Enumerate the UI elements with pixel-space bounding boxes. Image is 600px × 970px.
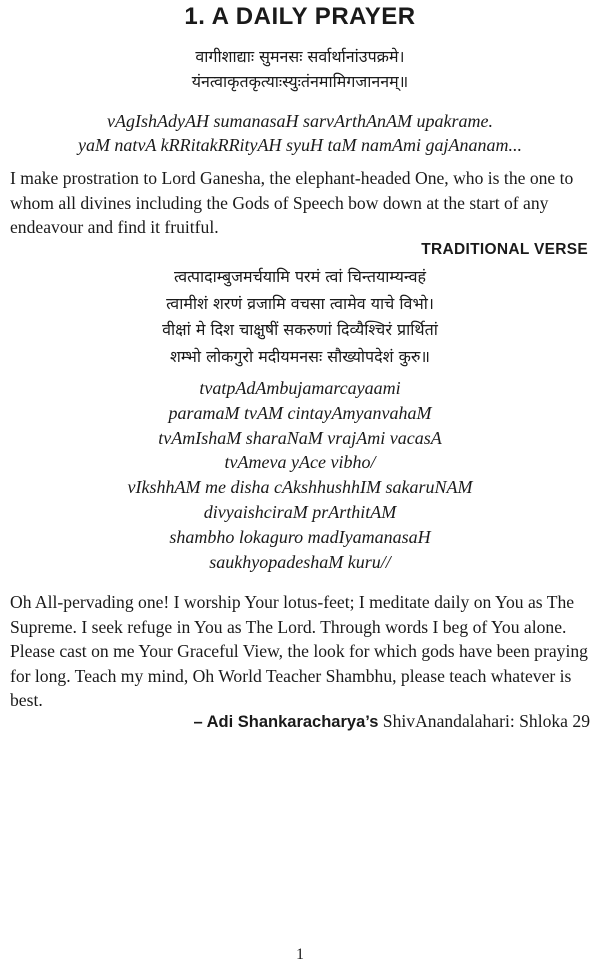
- verse2-sanskrit-line: शम्भो लोकगुरो मदीयमनसः सौख्योपदेशं कुरु॥: [169, 346, 431, 366]
- verse1-transliteration: [0, 109, 600, 157]
- verse2-translit-line: shambho lokaguro madIyamanasaH: [169, 526, 431, 547]
- verse2-translation: Oh All-pervading one! I worship Your lotus-feet; I meditate daily on You as The Supreme. I seek refuge in You as The Lord. Through words I beg of You alone. Please cast on me Your Graceful View, the look for which gods have been praying for long. Teach my mind, Oh World Teacher Shambhu, please teach whatever is best.: [10, 592, 588, 710]
- page-number: 1: [296, 946, 304, 963]
- verse2-translit-line: tvAmeva yAce vibho/: [224, 452, 376, 473]
- verse1-translit-line: vAgIshAdyAH sumanasaH sarvArthAnAM upakrame.: [107, 111, 493, 131]
- verse2-translit-line: tvAmIshaM sharaNaM vrajAmi vacasA: [158, 427, 442, 448]
- verse2-translit-line: vIkshhAM me disha cAkshhushhIM sakaruNAM: [127, 477, 473, 498]
- verse2-translit-line: tvatpAdAmbujamarcayaami: [199, 378, 401, 398]
- page-title: 1. A DAILY PRAYER: [184, 3, 416, 30]
- verse2-sanskrit-line: त्वामीशं शरणं व्रजामि वचसा त्वामेव याचे विभो।: [166, 293, 434, 313]
- verse2-sanskrit: [0, 264, 600, 370]
- attribution: [193, 709, 590, 734]
- verse2-translit-line: divyaishciraM prArthitAM: [203, 501, 397, 522]
- verse2-sanskrit-line: वीक्षां मे दिश चाक्षुषीं सकरुणां दिव्यैश्चिरं प्रार्थितां: [162, 320, 438, 339]
- verse1-translit-line: yaM natvA kRRitakRRityAH syuH taM namAmi gajAnanam...: [77, 135, 523, 155]
- verse2-sanskrit-line: त्वत्पादाम्बुजमर्चयामि परमं त्वां चिन्तयाम्यन्वहं: [173, 267, 427, 286]
- verse2-translit-line: saukhyopadeshaM kuru//: [209, 551, 391, 572]
- attribution-work: ShivAnandalahari: Shloka 29: [378, 711, 590, 731]
- attribution-author: – Adi Shankaracharya’s: [193, 713, 379, 731]
- verse-source-heading: TRADITIONAL VERSE: [421, 241, 588, 258]
- verse1-translation: I make prostration to Lord Ganesha, the elephant-headed One, who is the one to whom all divines including the Gods of Speech bow down at the start of any endeavour and find it fruitful.: [10, 168, 574, 237]
- verse2-transliteration: [0, 376, 600, 574]
- verse1-sanskrit-line: वागीशाद्याः सुमनसः सर्वार्थानांउपक्रमे।: [195, 47, 405, 66]
- verse1-sanskrit-line: यंनत्वाकृतकृत्याःस्युःतंनमामिगजाननम्॥: [191, 72, 409, 91]
- verse1-sanskrit: [0, 44, 600, 94]
- verse2-translit-line: paramaM tvAM cintayAmyanvahaM: [168, 402, 432, 423]
